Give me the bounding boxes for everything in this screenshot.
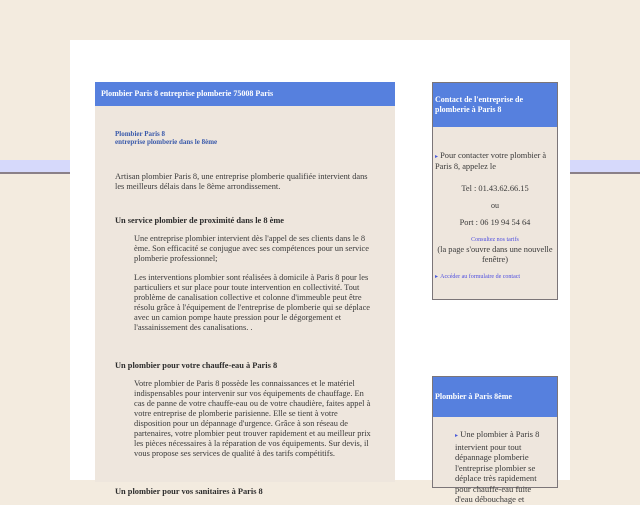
contact-intro-text: Pour contacter votre plombier à Paris 8, appelez le xyxy=(435,151,547,171)
contact-form-row xyxy=(433,271,557,282)
section-heading: Un plombier pour vos sanitaires à Paris 8 xyxy=(115,487,263,496)
plombier-8eme-header-text: Plombier à Paris 8ème xyxy=(435,392,512,401)
intro-title-line2: entreprise plomberie dans le 8ème xyxy=(115,138,218,146)
tarifs-note: (la page s'ouvre dans une nouvelle fenêtre) xyxy=(437,245,553,264)
intro-text: Artisan plombier Paris 8, une entreprise plomberie qualifiée intervient dans les meilleurs délais dans le 8ème arrondissement. xyxy=(115,172,368,191)
page-container xyxy=(70,40,570,504)
section-paragraph: Votre plombier de Paris 8 possède les connaissances et le matériel indispensables pour intervenir sur vos équipements de chauffage. En cas de panne de votre chauffe-eau ou de votre chaudière, faites appel à votre entreprise de plomberie parisienne. Elle se tient à votre disposition pour un dépannage d'urgence. Grâce à son réseau de partenaires, votre plombier peut trouver rapidement et au meilleur prix les pièces nécessaires à la réparation de vos équipements. Sur devis, il vous propose ses services de qualité à des tarifs compétitifs. xyxy=(134,379,371,458)
contact-intro xyxy=(433,151,557,172)
contact-form-link[interactable]: Accéder au formulaire de contact xyxy=(440,274,521,280)
contact-port: Port : 06 19 94 54 64 xyxy=(459,218,531,227)
main-header: Plombier Paris 8 entreprise plomberie 75008 Paris xyxy=(95,82,395,106)
intro-title xyxy=(115,130,395,146)
contact-tel: Tel : 01.43.62.66.15 xyxy=(461,184,529,193)
intro-title-line1: Plombier Paris 8 xyxy=(115,130,166,138)
contact-header xyxy=(433,83,557,127)
bullet-icon: ▸ xyxy=(455,433,459,439)
section-heading: Un plombier pour votre chauffe-eau à Paris 8 xyxy=(115,361,278,370)
section-paragraph: Les interventions plombier sont réalisées à domicile à Paris 8 pour les particuliers et sur place pour toute intervention en collectivité. Tout problème de canalisation collective et colonne d'immeuble peut être résolu grâce à l'équipement de l'entreprise de plomberie qui se déplace avec un camion pompe haute pression pour le dégorgement et l'assainissement des canalisations. . xyxy=(134,273,371,332)
bullet-icon: ▸ xyxy=(435,274,439,280)
contact-or: ou xyxy=(491,201,499,210)
contact-header-text: Contact de l'entreprise de plomberie à Paris 8 xyxy=(435,95,524,114)
bullet-icon: ▸ xyxy=(435,154,439,160)
main-content xyxy=(95,82,395,496)
section-heading: Un service plombier de proximité dans le 8 ème xyxy=(115,216,285,225)
contact-box xyxy=(432,82,558,300)
plombier-8eme-paragraph: Une plombier à Paris 8 intervient pour tout dépannage plomberie l'entreprise plombier se déplace très rapidement pour chauffe-eau fuite d'eau débouchage et xyxy=(455,429,540,504)
section-paragraph: Une entreprise plombier intervient dès l'appel de ses clients dans le 8 ème. Son efficacité se conjugue avec ses compétences pour un service plomberie professionnel; xyxy=(134,234,369,263)
tarifs-link[interactable]: Consultez nos tarifs xyxy=(471,237,519,243)
plombier-8eme-header xyxy=(433,377,557,417)
plombier-8eme-box xyxy=(432,376,558,504)
plombier-8eme-text xyxy=(455,429,549,505)
